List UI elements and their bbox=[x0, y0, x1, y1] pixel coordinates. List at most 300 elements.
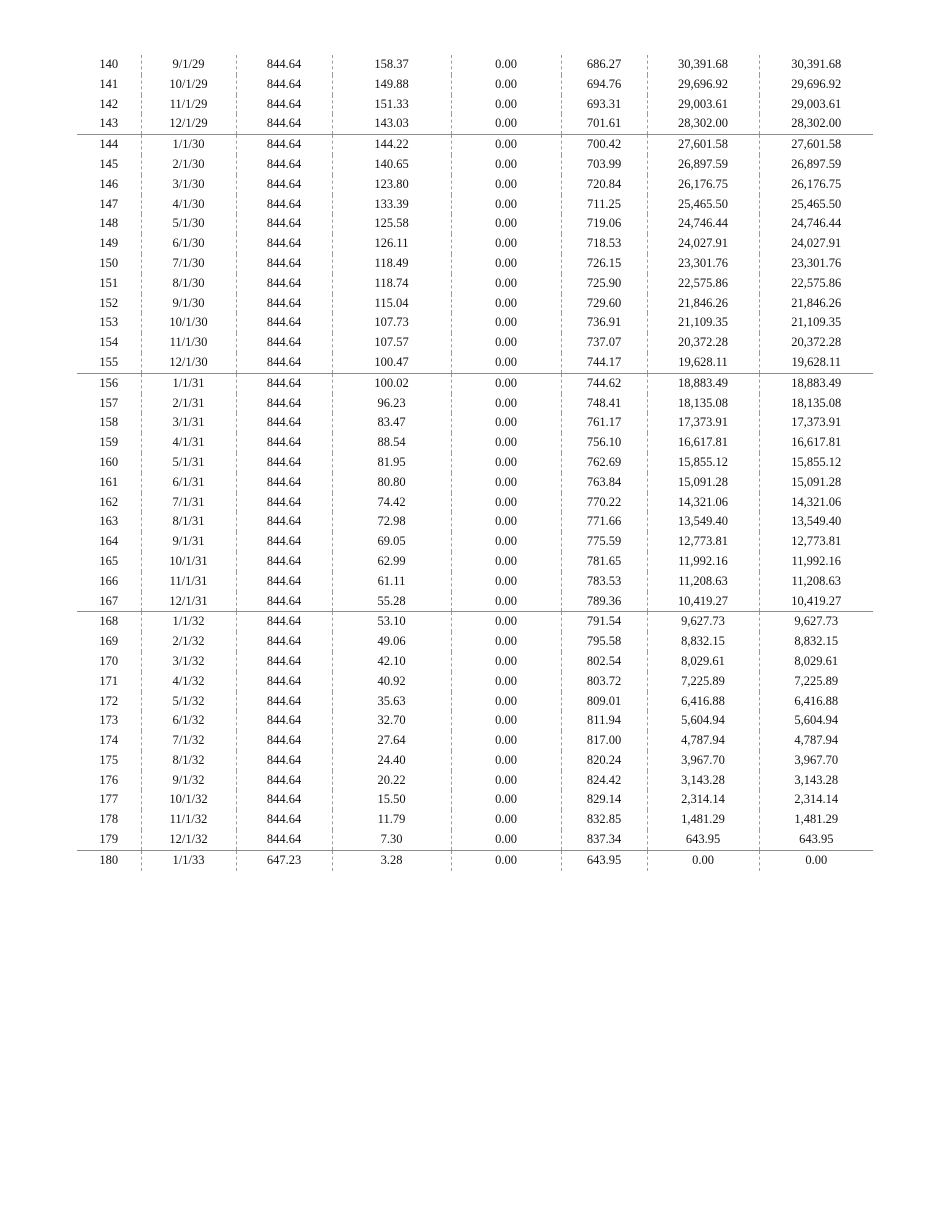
table-row bbox=[77, 234, 873, 254]
payment-number-cell: 163 bbox=[99, 514, 119, 529]
payment-amount-cell: 844.64 bbox=[236, 771, 332, 791]
balance-cell: 15,855.12 bbox=[647, 453, 759, 473]
extra-cell: 0.00 bbox=[451, 333, 561, 353]
interest-cell: 27.64 bbox=[332, 731, 451, 751]
table-row bbox=[77, 373, 873, 393]
balance-cell: 18,883.49 bbox=[647, 373, 759, 393]
payment-number-cell: 175 bbox=[99, 752, 119, 767]
balance-cell: 20,372.28 bbox=[647, 333, 759, 353]
extra-cell: 0.00 bbox=[451, 114, 561, 134]
extra-cell: 0.00 bbox=[451, 175, 561, 195]
payment-number-cell: 146 bbox=[99, 176, 119, 191]
principal-cell: 775.59 bbox=[561, 532, 647, 552]
table-row bbox=[77, 612, 873, 632]
payment-number-cell: 141 bbox=[99, 76, 119, 91]
balance-cell: 26,176.75 bbox=[647, 175, 759, 195]
ending-balance-cell: 19,628.11 bbox=[759, 353, 873, 373]
payment-date-cell: 9/1/29 bbox=[141, 55, 236, 75]
interest-cell: 126.11 bbox=[332, 234, 451, 254]
principal-cell: 718.53 bbox=[561, 234, 647, 254]
payment-number-cell: 152 bbox=[99, 295, 119, 310]
principal-cell: 729.60 bbox=[561, 294, 647, 314]
balance-cell: 24,746.44 bbox=[647, 214, 759, 234]
balance-cell: 21,846.26 bbox=[647, 294, 759, 314]
interest-cell: 49.06 bbox=[332, 632, 451, 652]
interest-cell: 62.99 bbox=[332, 552, 451, 572]
ending-balance-cell: 2,314.14 bbox=[759, 790, 873, 810]
balance-cell: 2,314.14 bbox=[647, 790, 759, 810]
table-row bbox=[77, 572, 873, 592]
payment-date-cell: 9/1/31 bbox=[141, 532, 236, 552]
extra-cell: 0.00 bbox=[451, 234, 561, 254]
extra-cell: 0.00 bbox=[451, 413, 561, 433]
table-row bbox=[77, 254, 873, 274]
payment-amount-cell: 844.64 bbox=[236, 175, 332, 195]
ending-balance-cell: 8,029.61 bbox=[759, 652, 873, 672]
principal-cell: 809.01 bbox=[561, 692, 647, 712]
ending-balance-cell: 9,627.73 bbox=[759, 612, 873, 632]
payment-amount-cell: 844.64 bbox=[236, 234, 332, 254]
principal-cell: 832.85 bbox=[561, 810, 647, 830]
balance-cell: 17,373.91 bbox=[647, 413, 759, 433]
balance-cell: 19,628.11 bbox=[647, 353, 759, 373]
ending-balance-cell: 8,832.15 bbox=[759, 632, 873, 652]
payment-number-cell: 147 bbox=[99, 196, 119, 211]
principal-cell: 756.10 bbox=[561, 433, 647, 453]
payment-date-cell: 11/1/29 bbox=[141, 95, 236, 115]
extra-cell: 0.00 bbox=[451, 453, 561, 473]
principal-cell: 811.94 bbox=[561, 711, 647, 731]
payment-date-cell: 11/1/31 bbox=[141, 572, 236, 592]
payment-amount-cell: 844.64 bbox=[236, 830, 332, 850]
payment-amount-cell: 844.64 bbox=[236, 612, 332, 632]
ending-balance-cell: 18,883.49 bbox=[759, 373, 873, 393]
table-row bbox=[77, 692, 873, 712]
payment-number-cell: 177 bbox=[99, 792, 119, 807]
payment-amount-cell: 844.64 bbox=[236, 155, 332, 175]
principal-cell: 829.14 bbox=[561, 790, 647, 810]
payment-amount-cell: 844.64 bbox=[236, 313, 332, 333]
extra-cell: 0.00 bbox=[451, 135, 561, 155]
payment-number-cell: 161 bbox=[99, 474, 119, 489]
ending-balance-cell: 5,604.94 bbox=[759, 711, 873, 731]
payment-number-cell: 149 bbox=[99, 236, 119, 251]
interest-cell: 32.70 bbox=[332, 711, 451, 731]
table-row bbox=[77, 55, 873, 75]
principal-cell: 820.24 bbox=[561, 751, 647, 771]
payment-number-cell: 167 bbox=[99, 593, 119, 608]
payment-number-cell: 150 bbox=[99, 255, 119, 270]
balance-cell: 8,029.61 bbox=[647, 652, 759, 672]
interest-cell: 107.73 bbox=[332, 313, 451, 333]
payment-date-cell: 5/1/32 bbox=[141, 692, 236, 712]
payment-number-cell: 162 bbox=[99, 494, 119, 509]
payment-number-cell: 144 bbox=[77, 135, 141, 155]
extra-cell: 0.00 bbox=[451, 532, 561, 552]
interest-cell: 35.63 bbox=[332, 692, 451, 712]
payment-date-cell: 8/1/31 bbox=[141, 512, 236, 532]
payment-number-cell: 140 bbox=[99, 57, 119, 71]
table-row bbox=[77, 632, 873, 652]
principal-cell: 781.65 bbox=[561, 552, 647, 572]
payment-date-cell: 10/1/29 bbox=[141, 75, 236, 95]
balance-cell: 643.95 bbox=[647, 830, 759, 850]
balance-cell: 29,696.92 bbox=[647, 75, 759, 95]
interest-cell: 15.50 bbox=[332, 790, 451, 810]
payment-amount-cell: 844.64 bbox=[236, 333, 332, 353]
extra-cell: 0.00 bbox=[451, 810, 561, 830]
ending-balance-cell: 16,617.81 bbox=[759, 433, 873, 453]
extra-cell: 0.00 bbox=[451, 711, 561, 731]
balance-cell: 26,897.59 bbox=[647, 155, 759, 175]
ending-balance-cell: 24,746.44 bbox=[759, 214, 873, 234]
extra-cell: 0.00 bbox=[451, 274, 561, 294]
table-row bbox=[77, 413, 873, 433]
ending-balance-cell: 1,481.29 bbox=[759, 810, 873, 830]
extra-cell: 0.00 bbox=[451, 95, 561, 115]
payment-date-cell: 10/1/31 bbox=[141, 552, 236, 572]
ending-balance-cell: 20,372.28 bbox=[759, 333, 873, 353]
payment-amount-cell: 844.64 bbox=[236, 453, 332, 473]
extra-cell: 0.00 bbox=[451, 692, 561, 712]
balance-cell: 5,604.94 bbox=[647, 711, 759, 731]
balance-cell: 14,321.06 bbox=[647, 493, 759, 513]
payment-number-cell: 164 bbox=[99, 534, 119, 549]
payment-amount-cell: 844.64 bbox=[236, 672, 332, 692]
interest-cell: 100.02 bbox=[332, 373, 451, 393]
balance-cell: 9,627.73 bbox=[647, 612, 759, 632]
payment-amount-cell: 844.64 bbox=[236, 532, 332, 552]
payment-date-cell: 12/1/31 bbox=[141, 592, 236, 612]
payment-number-cell: 165 bbox=[99, 553, 119, 568]
payment-number-cell: 171 bbox=[99, 673, 119, 688]
table-row bbox=[77, 652, 873, 672]
interest-cell: 100.47 bbox=[332, 353, 451, 373]
payment-date-cell: 1/1/30 bbox=[141, 135, 236, 155]
principal-cell: 770.22 bbox=[561, 493, 647, 513]
ending-balance-cell: 6,416.88 bbox=[759, 692, 873, 712]
payment-date-cell: 5/1/30 bbox=[141, 214, 236, 234]
table-row bbox=[77, 333, 873, 353]
table-row bbox=[77, 353, 873, 373]
ending-balance-cell: 11,992.16 bbox=[759, 552, 873, 572]
payment-date-cell: 5/1/31 bbox=[141, 453, 236, 473]
balance-cell: 29,003.61 bbox=[647, 95, 759, 115]
payment-date-cell: 2/1/31 bbox=[141, 394, 236, 414]
payment-date-cell: 2/1/32 bbox=[141, 632, 236, 652]
interest-cell: 80.80 bbox=[332, 473, 451, 493]
principal-cell: 719.06 bbox=[561, 214, 647, 234]
table-row bbox=[77, 790, 873, 810]
principal-cell: 803.72 bbox=[561, 672, 647, 692]
table-row bbox=[77, 711, 873, 731]
interest-cell: 149.88 bbox=[332, 75, 451, 95]
interest-cell: 53.10 bbox=[332, 612, 451, 632]
payment-date-cell: 12/1/32 bbox=[141, 830, 236, 850]
extra-cell: 0.00 bbox=[451, 592, 561, 612]
balance-cell: 22,575.86 bbox=[647, 274, 759, 294]
extra-cell: 0.00 bbox=[451, 155, 561, 175]
payment-amount-cell: 844.64 bbox=[236, 592, 332, 612]
payment-number-cell: 160 bbox=[99, 454, 119, 469]
payment-date-cell: 6/1/32 bbox=[141, 711, 236, 731]
balance-cell: 28,302.00 bbox=[647, 114, 759, 134]
principal-cell: 762.69 bbox=[561, 453, 647, 473]
extra-cell: 0.00 bbox=[451, 512, 561, 532]
interest-cell: 143.03 bbox=[332, 114, 451, 134]
payment-date-cell: 10/1/32 bbox=[141, 790, 236, 810]
payment-date-cell: 10/1/30 bbox=[141, 313, 236, 333]
principal-cell: 817.00 bbox=[561, 731, 647, 751]
payment-amount-cell: 844.64 bbox=[236, 751, 332, 771]
payment-amount-cell: 844.64 bbox=[236, 711, 332, 731]
payment-date-cell: 1/1/32 bbox=[141, 612, 236, 632]
extra-cell: 0.00 bbox=[451, 294, 561, 314]
payment-number-cell: 180 bbox=[77, 850, 141, 870]
principal-cell: 703.99 bbox=[561, 155, 647, 175]
ending-balance-cell: 15,855.12 bbox=[759, 453, 873, 473]
table-row bbox=[77, 751, 873, 771]
extra-cell: 0.00 bbox=[451, 572, 561, 592]
balance-cell: 7,225.89 bbox=[647, 672, 759, 692]
payment-amount-cell: 844.64 bbox=[236, 135, 332, 155]
table-row bbox=[77, 552, 873, 572]
interest-cell: 115.04 bbox=[332, 294, 451, 314]
payment-number-cell: 179 bbox=[99, 832, 119, 847]
extra-cell: 0.00 bbox=[451, 850, 561, 870]
payment-amount-cell: 844.64 bbox=[236, 75, 332, 95]
extra-cell: 0.00 bbox=[451, 313, 561, 333]
ending-balance-cell: 21,109.35 bbox=[759, 313, 873, 333]
payment-amount-cell: 844.64 bbox=[236, 652, 332, 672]
interest-cell: 40.92 bbox=[332, 672, 451, 692]
balance-cell: 11,208.63 bbox=[647, 572, 759, 592]
extra-cell: 0.00 bbox=[451, 493, 561, 513]
principal-cell: 737.07 bbox=[561, 333, 647, 353]
principal-cell: 720.84 bbox=[561, 175, 647, 195]
payment-number-cell: 174 bbox=[99, 733, 119, 748]
payment-date-cell: 1/1/31 bbox=[141, 373, 236, 393]
payment-number-cell: 153 bbox=[99, 315, 119, 330]
payment-date-cell: 3/1/32 bbox=[141, 652, 236, 672]
payment-amount-cell: 844.64 bbox=[236, 512, 332, 532]
principal-cell: 744.62 bbox=[561, 373, 647, 393]
extra-cell: 0.00 bbox=[451, 652, 561, 672]
table-row bbox=[77, 313, 873, 333]
payment-amount-cell: 844.64 bbox=[236, 810, 332, 830]
payment-date-cell: 7/1/30 bbox=[141, 254, 236, 274]
extra-cell: 0.00 bbox=[451, 830, 561, 850]
interest-cell: 55.28 bbox=[332, 592, 451, 612]
ending-balance-cell: 3,143.28 bbox=[759, 771, 873, 791]
table-row bbox=[77, 95, 873, 115]
payment-amount-cell: 844.64 bbox=[236, 731, 332, 751]
payment-number-cell: 155 bbox=[99, 354, 119, 369]
extra-cell: 0.00 bbox=[451, 254, 561, 274]
table-row bbox=[77, 512, 873, 532]
balance-cell: 4,787.94 bbox=[647, 731, 759, 751]
balance-cell: 18,135.08 bbox=[647, 394, 759, 414]
payment-amount-cell: 844.64 bbox=[236, 55, 332, 75]
payment-amount-cell: 844.64 bbox=[236, 95, 332, 115]
table-row bbox=[77, 592, 873, 612]
payment-number-cell: 154 bbox=[99, 335, 119, 350]
principal-cell: 824.42 bbox=[561, 771, 647, 791]
payment-amount-cell: 844.64 bbox=[236, 274, 332, 294]
payment-date-cell: 4/1/32 bbox=[141, 672, 236, 692]
payment-date-cell: 6/1/30 bbox=[141, 234, 236, 254]
table-row bbox=[77, 135, 873, 155]
payment-amount-cell: 844.64 bbox=[236, 413, 332, 433]
table-row bbox=[77, 274, 873, 294]
principal-cell: 748.41 bbox=[561, 394, 647, 414]
payment-number-cell: 142 bbox=[99, 96, 119, 111]
interest-cell: 7.30 bbox=[332, 830, 451, 850]
ending-balance-cell: 4,787.94 bbox=[759, 731, 873, 751]
payment-number-cell: 157 bbox=[99, 395, 119, 410]
payment-amount-cell: 844.64 bbox=[236, 254, 332, 274]
principal-cell: 693.31 bbox=[561, 95, 647, 115]
principal-cell: 736.91 bbox=[561, 313, 647, 333]
extra-cell: 0.00 bbox=[451, 214, 561, 234]
interest-cell: 69.05 bbox=[332, 532, 451, 552]
ending-balance-cell: 22,575.86 bbox=[759, 274, 873, 294]
table-row bbox=[77, 114, 873, 134]
ending-balance-cell: 3,967.70 bbox=[759, 751, 873, 771]
principal-cell: 802.54 bbox=[561, 652, 647, 672]
payment-date-cell: 4/1/30 bbox=[141, 195, 236, 215]
balance-cell: 0.00 bbox=[647, 850, 759, 870]
interest-cell: 24.40 bbox=[332, 751, 451, 771]
payment-amount-cell: 844.64 bbox=[236, 632, 332, 652]
payment-number-cell: 145 bbox=[99, 156, 119, 171]
interest-cell: 158.37 bbox=[332, 55, 451, 75]
ending-balance-cell: 23,301.76 bbox=[759, 254, 873, 274]
balance-cell: 15,091.28 bbox=[647, 473, 759, 493]
interest-cell: 72.98 bbox=[332, 512, 451, 532]
interest-cell: 42.10 bbox=[332, 652, 451, 672]
interest-cell: 118.74 bbox=[332, 274, 451, 294]
payment-amount-cell: 844.64 bbox=[236, 294, 332, 314]
interest-cell: 11.79 bbox=[332, 810, 451, 830]
extra-cell: 0.00 bbox=[451, 55, 561, 75]
extra-cell: 0.00 bbox=[451, 672, 561, 692]
table-row bbox=[77, 75, 873, 95]
interest-cell: 125.58 bbox=[332, 214, 451, 234]
balance-cell: 8,832.15 bbox=[647, 632, 759, 652]
payment-amount-cell: 844.64 bbox=[236, 552, 332, 572]
principal-cell: 744.17 bbox=[561, 353, 647, 373]
interest-cell: 118.49 bbox=[332, 254, 451, 274]
payment-number-cell: 148 bbox=[99, 216, 119, 231]
payment-amount-cell: 844.64 bbox=[236, 373, 332, 393]
payment-date-cell: 11/1/32 bbox=[141, 810, 236, 830]
principal-cell: 700.42 bbox=[561, 135, 647, 155]
balance-cell: 23,301.76 bbox=[647, 254, 759, 274]
ending-balance-cell: 27,601.58 bbox=[759, 135, 873, 155]
ending-balance-cell: 13,549.40 bbox=[759, 512, 873, 532]
extra-cell: 0.00 bbox=[451, 433, 561, 453]
principal-cell: 771.66 bbox=[561, 512, 647, 532]
payment-number-cell: 173 bbox=[99, 713, 119, 728]
interest-cell: 61.11 bbox=[332, 572, 451, 592]
ending-balance-cell: 26,897.59 bbox=[759, 155, 873, 175]
extra-cell: 0.00 bbox=[451, 75, 561, 95]
ending-balance-cell: 15,091.28 bbox=[759, 473, 873, 493]
ending-balance-cell: 17,373.91 bbox=[759, 413, 873, 433]
payment-amount-cell: 844.64 bbox=[236, 195, 332, 215]
principal-cell: 795.58 bbox=[561, 632, 647, 652]
table-row bbox=[77, 731, 873, 751]
extra-cell: 0.00 bbox=[451, 195, 561, 215]
balance-cell: 12,773.81 bbox=[647, 532, 759, 552]
payment-number-cell: 166 bbox=[99, 573, 119, 588]
table-row bbox=[77, 810, 873, 830]
table-row bbox=[77, 214, 873, 234]
interest-cell: 3.28 bbox=[332, 850, 451, 870]
extra-cell: 0.00 bbox=[451, 552, 561, 572]
principal-cell: 783.53 bbox=[561, 572, 647, 592]
ending-balance-cell: 18,135.08 bbox=[759, 394, 873, 414]
payment-amount-cell: 844.64 bbox=[236, 433, 332, 453]
payment-date-cell: 12/1/30 bbox=[141, 353, 236, 373]
payment-amount-cell: 844.64 bbox=[236, 493, 332, 513]
interest-cell: 123.80 bbox=[332, 175, 451, 195]
payment-number-cell: 156 bbox=[77, 373, 141, 393]
extra-cell: 0.00 bbox=[451, 394, 561, 414]
balance-cell: 30,391.68 bbox=[647, 55, 759, 75]
payment-date-cell: 4/1/31 bbox=[141, 433, 236, 453]
balance-cell: 27,601.58 bbox=[647, 135, 759, 155]
payment-date-cell: 11/1/30 bbox=[141, 333, 236, 353]
payment-date-cell: 2/1/30 bbox=[141, 155, 236, 175]
extra-cell: 0.00 bbox=[451, 790, 561, 810]
interest-cell: 81.95 bbox=[332, 453, 451, 473]
table-row bbox=[77, 850, 873, 870]
payment-amount-cell: 844.64 bbox=[236, 394, 332, 414]
payment-amount-cell: 844.64 bbox=[236, 353, 332, 373]
principal-cell: 763.84 bbox=[561, 473, 647, 493]
interest-cell: 133.39 bbox=[332, 195, 451, 215]
ending-balance-cell: 24,027.91 bbox=[759, 234, 873, 254]
schedule-body bbox=[77, 55, 873, 871]
payment-date-cell: 3/1/31 bbox=[141, 413, 236, 433]
interest-cell: 74.42 bbox=[332, 493, 451, 513]
payment-date-cell: 8/1/32 bbox=[141, 751, 236, 771]
table-row bbox=[77, 771, 873, 791]
ending-balance-cell: 14,321.06 bbox=[759, 493, 873, 513]
payment-date-cell: 9/1/32 bbox=[141, 771, 236, 791]
extra-cell: 0.00 bbox=[451, 771, 561, 791]
payment-amount-cell: 844.64 bbox=[236, 114, 332, 134]
principal-cell: 643.95 bbox=[561, 850, 647, 870]
balance-cell: 11,992.16 bbox=[647, 552, 759, 572]
balance-cell: 21,109.35 bbox=[647, 313, 759, 333]
principal-cell: 761.17 bbox=[561, 413, 647, 433]
ending-balance-cell: 29,696.92 bbox=[759, 75, 873, 95]
balance-cell: 24,027.91 bbox=[647, 234, 759, 254]
ending-balance-cell: 11,208.63 bbox=[759, 572, 873, 592]
amortization-schedule-table bbox=[77, 55, 873, 871]
principal-cell: 726.15 bbox=[561, 254, 647, 274]
payment-date-cell: 7/1/31 bbox=[141, 493, 236, 513]
payment-number-cell: 170 bbox=[99, 653, 119, 668]
principal-cell: 686.27 bbox=[561, 55, 647, 75]
payment-amount-cell: 844.64 bbox=[236, 692, 332, 712]
table-row bbox=[77, 453, 873, 473]
interest-cell: 107.57 bbox=[332, 333, 451, 353]
interest-cell: 20.22 bbox=[332, 771, 451, 791]
